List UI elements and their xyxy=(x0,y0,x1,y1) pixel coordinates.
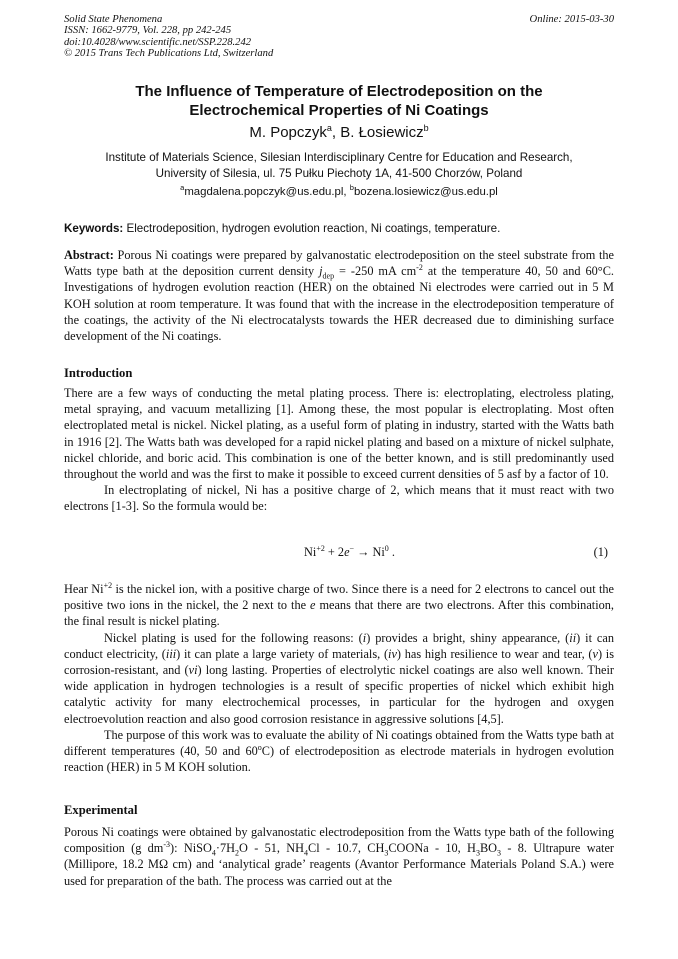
abstract-j: j xyxy=(319,264,323,279)
keywords-text: Electrodeposition, hydrogen evolution reaction, Ni coatings, temperature. xyxy=(123,222,501,235)
abstract xyxy=(64,247,614,344)
exp-d: O - 51, NH xyxy=(239,841,305,856)
email-a-mark: a xyxy=(180,183,185,193)
equation-1 xyxy=(64,545,614,563)
p4-g: ) long lasting. Properties of electrolytic nickel coatings are also well known. Their wide application in hydrogen technologies is a result of specific properties of nickel which exhibit high catalytic activity for many electrochemical processes, in particular for the hydrogen and oxygen electroevolution reaction and also good corrosion resistance in aggressive solutions [4,5]. xyxy=(64,663,614,726)
p4-r5: v xyxy=(592,646,598,661)
issn: ISSN: 1662-9779, Vol. 228, pp 242-245 xyxy=(64,25,232,37)
title-line-1: The Influence of Temperature of Electrodeposition on the xyxy=(135,83,543,100)
p3-e: e xyxy=(310,598,316,613)
eq-electron-charge: − xyxy=(349,543,355,553)
eq-electron: e xyxy=(344,545,350,559)
eq-arrow: → Ni xyxy=(354,545,385,559)
p4-r4: iv xyxy=(388,646,397,661)
p4-c: ) it can conduct electricity, ( xyxy=(64,630,614,661)
abstract-sup: -2 xyxy=(416,263,423,273)
affiliation xyxy=(64,150,614,182)
equation-number: (1) xyxy=(593,545,608,559)
exp-gsub: 3 xyxy=(497,848,502,858)
p3-sup: +2 xyxy=(103,580,113,590)
exp-h: - 8. Ultrapure water (Millipore, 18.2 MΩ cm) and ‘analytical grade’ reagents (Avantor Performance Materials Poland S.A.) were used for preparation of the bath. The process was carried out at the xyxy=(64,841,614,888)
intro-paragraph-5 xyxy=(64,727,614,776)
exp-g: BO xyxy=(479,841,498,856)
p4-r1: i xyxy=(362,630,367,645)
affiliation-line-2: University of Silesia, ul. 75 Pułku Piechoty 1A, 41-500 Chorzów, Poland xyxy=(155,167,523,180)
introduction-body-2 xyxy=(64,581,614,775)
eq-dot: . xyxy=(388,545,395,559)
doi: doi:10.4028/www.scientific.net/SSP.228.242 xyxy=(64,36,252,48)
paper-title xyxy=(64,82,614,120)
affiliation-line-1: Institute of Materials Science, Silesian Interdisciplinary Centre for Education and Research, xyxy=(105,151,573,164)
eq-plus: + 2 xyxy=(324,545,345,559)
exp-b: ): NiSO xyxy=(170,841,212,856)
author-1: M. Popczyk xyxy=(249,124,327,141)
copyright: © 2015 Trans Tech Publications Ltd, Switzerland xyxy=(64,48,274,60)
equation-formula xyxy=(304,545,395,560)
eq-ni-charge: +2 xyxy=(316,543,325,553)
eq-ni0-charge: 0 xyxy=(384,543,389,553)
p4-b: ) provides a bright, shiny appearance, ( xyxy=(366,630,570,645)
abstract-text-2: = -250 mA cm xyxy=(334,264,417,279)
p3-text-a: Hear Ni xyxy=(64,582,104,596)
author-2: B. Łosiewicz xyxy=(340,124,424,141)
p4-e: ) has high resilience to wear and tear, ( xyxy=(396,646,593,661)
p4-d: ) it can plate a large variety of materials, ( xyxy=(176,646,389,661)
journal-header xyxy=(64,14,614,60)
abstract-jsub: dep xyxy=(322,271,335,281)
email-a: magdalena.popczyk@us.edu.pl xyxy=(184,186,344,198)
p4-f: ) is corrosion-resistant, and ( xyxy=(64,646,615,678)
exp-dsub: 4 xyxy=(304,848,309,858)
email-separator: , xyxy=(343,186,350,198)
exp-a: Porous Ni coatings were obtained by galvanostatic electrodeposition from the Watts type bath of the following composition (g dm xyxy=(64,825,614,856)
abstract-label: Abstract: xyxy=(64,248,114,262)
journal-name: Solid State Phenomena xyxy=(64,14,163,25)
p5-b: C) of electrodeposition as electrode materials in hydrogen evolution reaction (HER) in 5 M KOH solution. xyxy=(64,744,614,775)
exp-e: Cl - 10.7, CH xyxy=(308,841,385,856)
author-2-mark: b xyxy=(423,123,429,133)
intro-paragraph-1: There are a few ways of conducting the metal plating process. There is: electroplating, electroless plating, metal spraying, and vacuum metallizing [1]. Among these, the most popular is electroplating. Most often electroplated metal is nickel. Nickel plating, as a useful form of plating in industry, started with the Watts bath in 1916 [2]. The Watts bath was developed for a rapid nickel plating and based on a mixture of nickel sulphate, nickel chloride, and boric acid. This combination is one of the better known, and is still predominantly used throughout the world and was the first to make it possible to exceed current densities of 5 asf by a factor of 10. xyxy=(64,386,614,482)
emails xyxy=(64,185,614,200)
intro-paragraph-3 xyxy=(64,581,614,630)
email-b: bozena.losiewicz@us.edu.pl xyxy=(353,186,498,198)
p3-text-c: means that there are two electrons. After this combination, the final result is nickel plating. xyxy=(64,598,614,629)
exp-asup: -3 xyxy=(163,840,171,850)
exp-esub: 3 xyxy=(384,848,389,858)
introduction-body xyxy=(64,385,614,515)
p3-text-b: is the nickel ion, with a positive charge of two. Since there is a need for 2 electrons to cancel out the positive two ions in the nickel, the 2 next to the xyxy=(64,582,615,613)
p4-r2: ii xyxy=(569,630,577,645)
title-line-2: Electrochemical Properties of Ni Coatings xyxy=(189,102,489,119)
intro-paragraph-4 xyxy=(64,630,614,727)
exp-fsub: 3 xyxy=(475,848,480,858)
exp-f: COONa - 10, H xyxy=(388,841,476,856)
experimental-body xyxy=(64,824,614,889)
intro-paragraph-2: In electroplating of nickel, Ni has a positive charge of 2, which means that it must react with two electrons [1-3]. So the formula would be: xyxy=(64,483,614,514)
exp-c: ·7H xyxy=(215,841,236,856)
introduction-heading: Introduction xyxy=(64,366,133,380)
author-1-mark: a xyxy=(326,123,332,133)
p4-a: Nickel plating is used for the following reasons: ( xyxy=(104,630,363,645)
p5-sup: o xyxy=(257,742,262,752)
keywords xyxy=(64,221,614,236)
p4-r6: vi xyxy=(188,663,198,678)
exp-csub: 2 xyxy=(235,848,240,858)
experimental-paragraph-1 xyxy=(64,824,614,889)
authors xyxy=(64,124,614,142)
exp-bsub: 4 xyxy=(211,848,216,858)
online-date: Online: 2015-03-30 xyxy=(529,14,614,25)
email-b-mark: b xyxy=(349,183,354,193)
p4-r3: iii xyxy=(165,646,177,661)
abstract-text-1: Porous Ni coatings were prepared by galvanostatic electrodeposition on the steel substrate from the Watts type bath at the deposition current density xyxy=(64,248,614,279)
p5-a: The purpose of this work was to evaluate the ability of Ni coatings obtained from the Watts type bath at different temperatures (40, 50 and 60 xyxy=(64,727,614,759)
experimental-heading: Experimental xyxy=(64,803,138,817)
eq-ni: Ni xyxy=(304,545,317,559)
keywords-label: Keywords: xyxy=(64,222,124,235)
abstract-text-3: at the temperature 40, 50 and 60°C. Investigations of hydrogen evolution reaction (HER) on the obtained Ni electrodes were carried out in 5 M KOH solution at room temperature. It was found that with the increase in the electrodeposition temperature of the coatings, the activity of the Ni electrocatalysts towards the HER decreased due to diminishing surface development of the Ni coatings. xyxy=(64,264,614,344)
author-separator: , xyxy=(331,124,341,141)
